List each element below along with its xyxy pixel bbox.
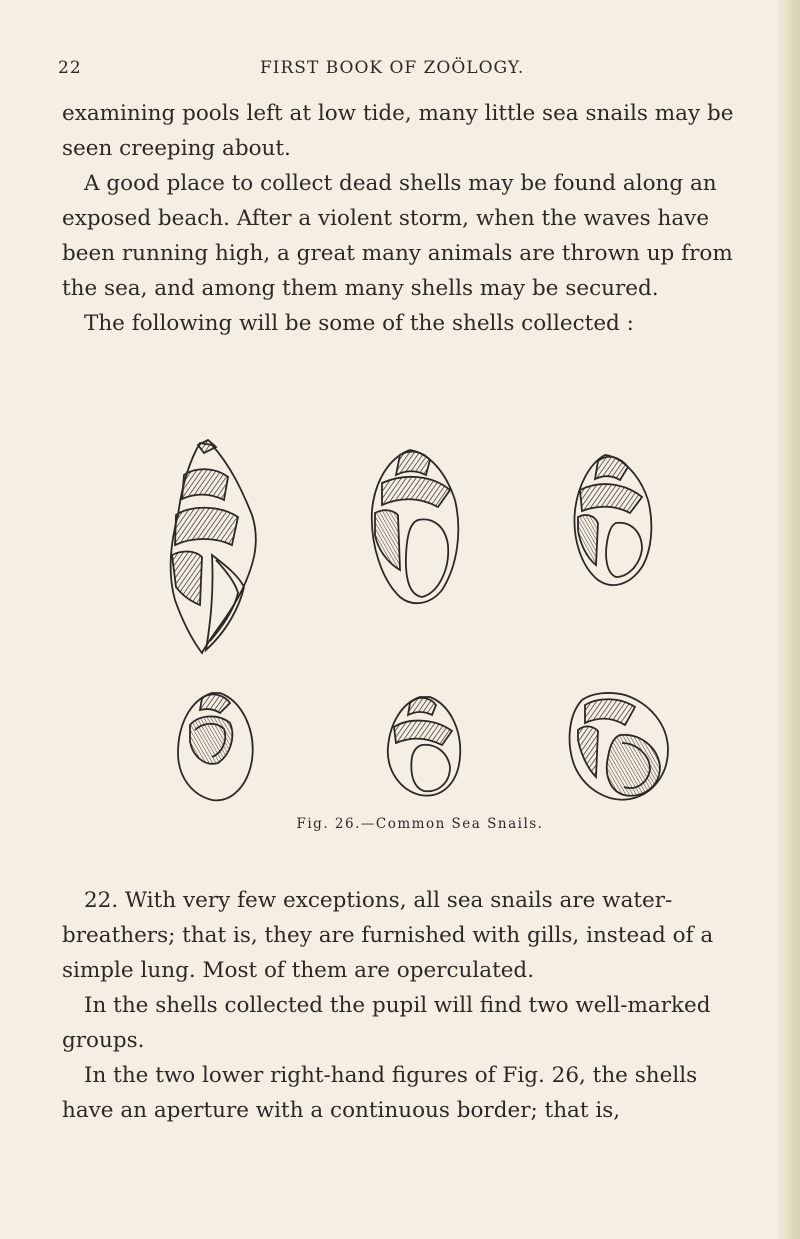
top-shell [388, 697, 460, 796]
paragraph-3: The following will be some of the shells collected : [84, 311, 634, 336]
paragraph-5: In the shells collected the pupil will find two well-marked groups. [62, 993, 711, 1053]
running-title: FIRST BOOK OF ZOÖLOGY. [260, 58, 525, 78]
small-snail-shell [574, 455, 651, 585]
body-text-top [62, 96, 744, 341]
shell-illustration [120, 405, 720, 815]
paragraph-6: In the two lower right-hand figures of Fig. 26, the shells have an aperture with a continuous border; that is, [62, 1063, 698, 1123]
page-number: 22 [58, 58, 82, 78]
shell-figure [120, 405, 720, 840]
paragraph-1: examining pools left at low tide, many little sea snails may be seen creeping about. [62, 101, 734, 161]
paragraph-4: 22. With very few exceptions, all sea snails are water-breathers; that is, they are furnished with gills, instead of a simple lung. Most of them are operculated. [62, 888, 714, 983]
body-text-bottom [62, 883, 744, 1128]
paragraph-2: A good place to collect dead shells may be found along an exposed beach. After a violent storm, when the waves have been running high, a great many animals are thrown up from the sea, and among them many shells may be secured. [62, 171, 733, 301]
periwinkle-shell [372, 450, 459, 603]
page-edge [778, 0, 800, 1239]
whelk-shell [171, 440, 256, 653]
nerite-shell [570, 693, 668, 800]
limpet-like-shell [178, 693, 253, 800]
figure-caption: Fig. 26.—Common Sea Snails. [296, 816, 544, 832]
page-header [58, 58, 744, 88]
